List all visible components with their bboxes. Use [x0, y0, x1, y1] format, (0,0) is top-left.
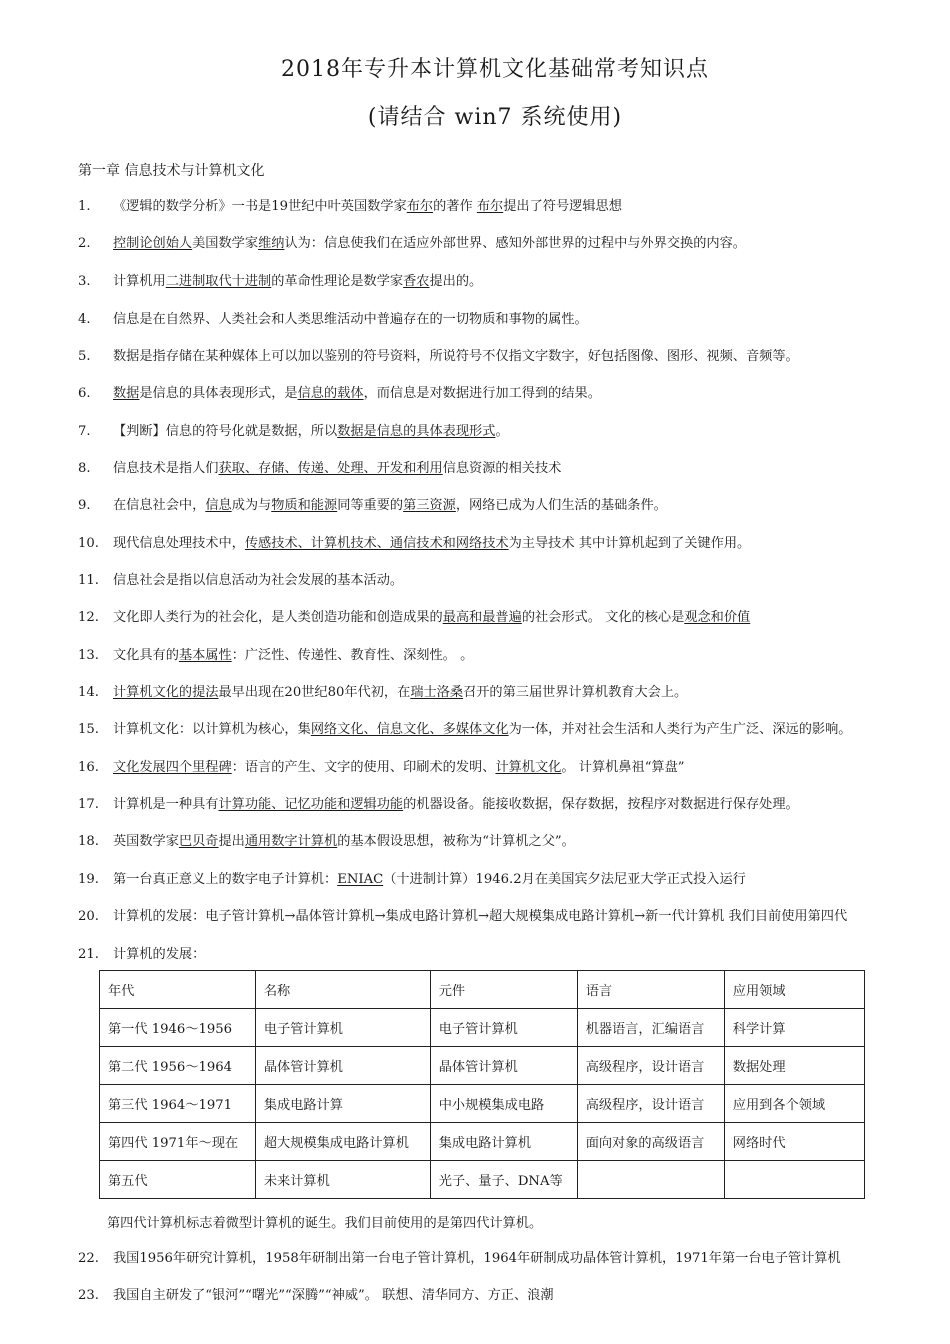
item-text: 信息社会是指以信息活动为社会发展的基本活动。 — [113, 573, 404, 588]
item-text: ，网络已成为人们生活的基础条件。 — [455, 498, 667, 513]
underlined-key-term: 观念和价值 — [684, 610, 751, 625]
table-cell: 第五代 — [100, 1161, 256, 1199]
underlined-key-term: 通用数字计算机 — [244, 834, 338, 849]
underlined-key-term: 计算机文化的提法 — [113, 685, 219, 700]
item-text: 召开的第三届世界计算机教育大会上。 — [463, 685, 688, 700]
underlined-key-term: 计算功能、记忆功能和逻辑功能 — [218, 797, 404, 812]
item-number: 3. — [78, 274, 91, 289]
underlined-key-term: 物质和能源 — [271, 498, 338, 513]
table-cell: 高级程序，设计语言 — [577, 1047, 724, 1085]
list-item — [78, 759, 685, 777]
item-text: 最早出现在20世纪80年代初，在 — [218, 685, 411, 700]
item-number: 9. — [78, 498, 91, 513]
list-item — [78, 647, 473, 665]
table-cell: 网络时代 — [724, 1123, 864, 1161]
table-header-cell: 名称 — [255, 971, 430, 1009]
item-text: 提出 — [218, 834, 245, 849]
table-cell: 机器语言，汇编语言 — [577, 1009, 724, 1047]
item-text: 【判断】信息的符号化就是数据，所以 — [113, 424, 338, 439]
underlined-key-term: 信息 — [205, 498, 232, 513]
item-text: 的著作 — [433, 199, 477, 214]
underlined-key-term: 计算机文化 — [495, 760, 562, 775]
item-text: 的机器设备。能接收数据，保存数据，按程序对数据进行保存处理。 — [403, 797, 799, 812]
item-text: 。 计算机鼻祖“算盘” — [561, 760, 685, 775]
underlined-key-term: 数据 — [113, 386, 140, 401]
table-cell: 未来计算机 — [255, 1161, 430, 1199]
page-subtitle: (请结合 win7 系统使用) — [367, 105, 623, 130]
item-text: 美国数学家 — [192, 236, 259, 251]
item-number: 2. — [78, 236, 91, 251]
table-header-cell: 元件 — [430, 971, 577, 1009]
item-text: 文化即人类行为的社会化，是人类创造功能和创造成果的 — [113, 610, 443, 625]
item-text: 认为：信息使我们在适应外部世界、感知外部世界的过程中与外界交换的内容。 — [284, 236, 746, 251]
list-item — [78, 572, 403, 590]
table-header-row — [100, 971, 865, 1009]
table-cell: 集成电路计算 — [255, 1085, 430, 1123]
page-title: 2018年专升本计算机文化基础常考知识点 — [281, 57, 709, 82]
list-item — [78, 235, 746, 253]
list-item — [78, 273, 482, 291]
item-text: 的基本假设思想，被称为“计算机之父”。 — [337, 834, 575, 849]
item-number: 16. — [78, 760, 99, 775]
item-number: 11. — [78, 573, 99, 588]
table-row — [100, 1123, 865, 1161]
table-cell: 第一代 1946～1956 — [100, 1009, 256, 1047]
table-cell: 数据处理 — [724, 1047, 864, 1085]
table-cell: 第四代 1971年～现在 — [100, 1123, 256, 1161]
table-cell: 中小规模集成电路 — [430, 1085, 577, 1123]
item-number: 14. — [78, 685, 99, 700]
table-cell — [577, 1161, 724, 1199]
item-text: 的社会形式。 文化的核心是 — [521, 610, 685, 625]
underlined-key-term: 传感技术、计算机技术、通信技术和网络技术 — [244, 536, 509, 551]
item-text: 提出的。 — [429, 274, 483, 289]
underlined-key-term: 第三资源 — [403, 498, 456, 513]
list-item — [78, 385, 601, 403]
item-text: 数据是指存储在某种媒体上可以加以鉴别的符号资料，所说符号不仅指文字数字，好包括图像、图形、视频、音频等。 — [113, 349, 799, 364]
table-header-cell: 语言 — [577, 971, 724, 1009]
item-text: 在信息社会中， — [113, 498, 206, 513]
list-item — [78, 833, 575, 851]
list-item — [78, 348, 799, 366]
item-text: 计算机的发展： — [113, 947, 206, 962]
table-header-cell: 应用领域 — [724, 971, 864, 1009]
underlined-key-term: ENIAC — [337, 872, 384, 887]
list-item — [78, 908, 847, 926]
table-cell: 超大规模集成电路计算机 — [255, 1123, 430, 1161]
item-text: 。 — [495, 424, 509, 439]
underlined-key-term: 最高和最普遍 — [442, 610, 522, 625]
item-text: （十进制计算）1946.2月在美国宾夕法尼亚大学正式投入运行 — [383, 872, 746, 887]
item-text: 计算机是一种具有 — [113, 797, 219, 812]
list-item — [78, 198, 622, 216]
item-number: 23. — [78, 1288, 99, 1303]
item-number: 21. — [78, 947, 99, 962]
item-number: 6. — [78, 386, 91, 401]
item-number: 18. — [78, 834, 99, 849]
item-text: 计算机的发展：电子管计算机→晶体管计算机→集成电路计算机→超大规模集成电路计算机→新一代计算机 我们目前使用第四代 — [113, 909, 848, 924]
underlined-key-term: 数据是信息的具体表现形式 — [337, 424, 496, 439]
table-cell: 第二代 1956～1964 — [100, 1047, 256, 1085]
item-number: 10. — [78, 536, 99, 551]
list-item — [78, 609, 750, 627]
item-text: ，而信息是对数据进行加工得到的结果。 — [363, 386, 601, 401]
item-number: 15. — [78, 722, 99, 737]
item-number: 4. — [78, 312, 91, 327]
underlined-key-term: 二进制取代十进制 — [165, 274, 272, 289]
item-text: 信息是在自然界、人类社会和人类思维活动中普遍存在的一切物质和事物的属性。 — [113, 312, 588, 327]
underlined-key-term: 巴贝奇 — [178, 834, 219, 849]
table-cell: 电子管计算机 — [255, 1009, 430, 1047]
underlined-key-term: 文化发展四个里程碑 — [113, 760, 232, 775]
table-cell: 第三代 1964～1971 — [100, 1085, 256, 1123]
underlined-key-term: 布尔 — [406, 199, 434, 214]
item-number: 7. — [78, 424, 91, 439]
chapter-heading: 第一章 信息技术与计算机文化 — [78, 163, 265, 179]
list-item — [78, 535, 750, 553]
table-row — [100, 1009, 865, 1047]
list-item — [78, 423, 509, 441]
item-number: 8. — [78, 461, 91, 476]
table-row — [100, 1161, 865, 1199]
list-item — [78, 721, 852, 739]
item-number: 22. — [78, 1251, 99, 1266]
item-text: 《逻辑的数学分析》一书是19世纪中叶英国数学家 — [113, 199, 407, 214]
item-text: 我国自主研发了“银河”“曙光”“深腾”“神威”。 联想、清华同方、方正、浪潮 — [113, 1288, 554, 1303]
underlined-key-term: 布尔 — [476, 199, 504, 214]
item-text: 英国数学家 — [113, 834, 179, 849]
list-item — [78, 460, 561, 478]
item-text: 信息技术是指人们 — [113, 461, 219, 476]
item-text: 第一台真正意义上的数字电子计算机： — [113, 872, 338, 887]
item-number: 17. — [78, 797, 99, 812]
item-text: 为主导技术 其中计算机起到了关键作用。 — [508, 536, 751, 551]
underlined-key-term: 维纳 — [258, 236, 285, 251]
table-cell: 科学计算 — [724, 1009, 864, 1047]
list-item — [78, 871, 746, 889]
item-number: 13. — [78, 648, 99, 663]
underlined-key-term: 控制论创始人 — [113, 236, 193, 251]
table-cell: 电子管计算机 — [430, 1009, 577, 1047]
table-cell: 面向对象的高级语言 — [577, 1123, 724, 1161]
item-text: 现代信息处理技术中， — [113, 536, 245, 551]
table-row — [100, 1085, 865, 1123]
underlined-key-term: 基本属性 — [178, 648, 232, 663]
item-number: 19. — [78, 872, 99, 887]
item-text: 同等重要的 — [337, 498, 404, 513]
item-text: 我国1956年研究计算机，1958年研制出第一台电子管计算机，1964年研制成功晶体管计算机，1971年第一台电子管计算机 — [113, 1251, 841, 1266]
item-number: 1. — [78, 199, 91, 214]
item-number: 5. — [78, 349, 91, 364]
list-item — [78, 796, 799, 814]
table-note: 第四代计算机标志着微型计算机的诞生。我们目前使用的是第四代计算机。 — [107, 1216, 543, 1231]
list-item — [78, 684, 687, 702]
table-cell: 应用到各个领域 — [724, 1085, 864, 1123]
table-row — [100, 1047, 865, 1085]
table-header-cell: 年代 — [100, 971, 256, 1009]
table-cell: 集成电路计算机 — [430, 1123, 577, 1161]
item-text: 文化具有的 — [113, 648, 179, 663]
item-text: 成为与 — [231, 498, 272, 513]
table-cell: 光子、量子、DNA等 — [430, 1161, 577, 1199]
item-text: 是信息的具体表现形式，是 — [139, 386, 298, 401]
item-number: 12. — [78, 610, 99, 625]
underlined-key-term: 获取、存储、传递、处理、开发和利用 — [218, 461, 443, 476]
item-text: 为一体，并对社会生活和人类行为产生广泛、深远的影响。 — [508, 722, 852, 737]
item-text: 信息资源的相关技术 — [442, 461, 562, 476]
underlined-key-term: 网络文化、信息文化、多媒体文化 — [310, 722, 509, 737]
list-item — [78, 311, 588, 329]
item-text: 提出了符号逻辑思想 — [503, 199, 622, 214]
item-text: 计算机用 — [113, 274, 166, 289]
item-number: 20. — [78, 909, 99, 924]
table-cell: 晶体管计算机 — [430, 1047, 577, 1085]
underlined-key-term: 香农 — [403, 274, 430, 289]
underlined-key-term: 信息的载体 — [297, 386, 364, 401]
list-item — [78, 497, 667, 515]
computer-generations-table — [99, 970, 865, 1199]
table-cell — [724, 1161, 864, 1199]
list-item — [78, 1287, 554, 1305]
list-item — [78, 1250, 841, 1268]
item-text: ：语言的产生、文字的使用、印刷术的发明、 — [231, 760, 496, 775]
item-text: ：广泛性、传递性、教育性、深刻性。 。 — [231, 648, 474, 663]
item-text: 计算机文化：以计算机为核心，集 — [113, 722, 311, 737]
table-cell: 高级程序，设计语言 — [577, 1085, 724, 1123]
item-text: 的革命性理论是数学家 — [271, 274, 404, 289]
underlined-key-term: 瑞士洛桑 — [410, 685, 464, 700]
list-item — [78, 946, 205, 964]
table-cell: 晶体管计算机 — [255, 1047, 430, 1085]
